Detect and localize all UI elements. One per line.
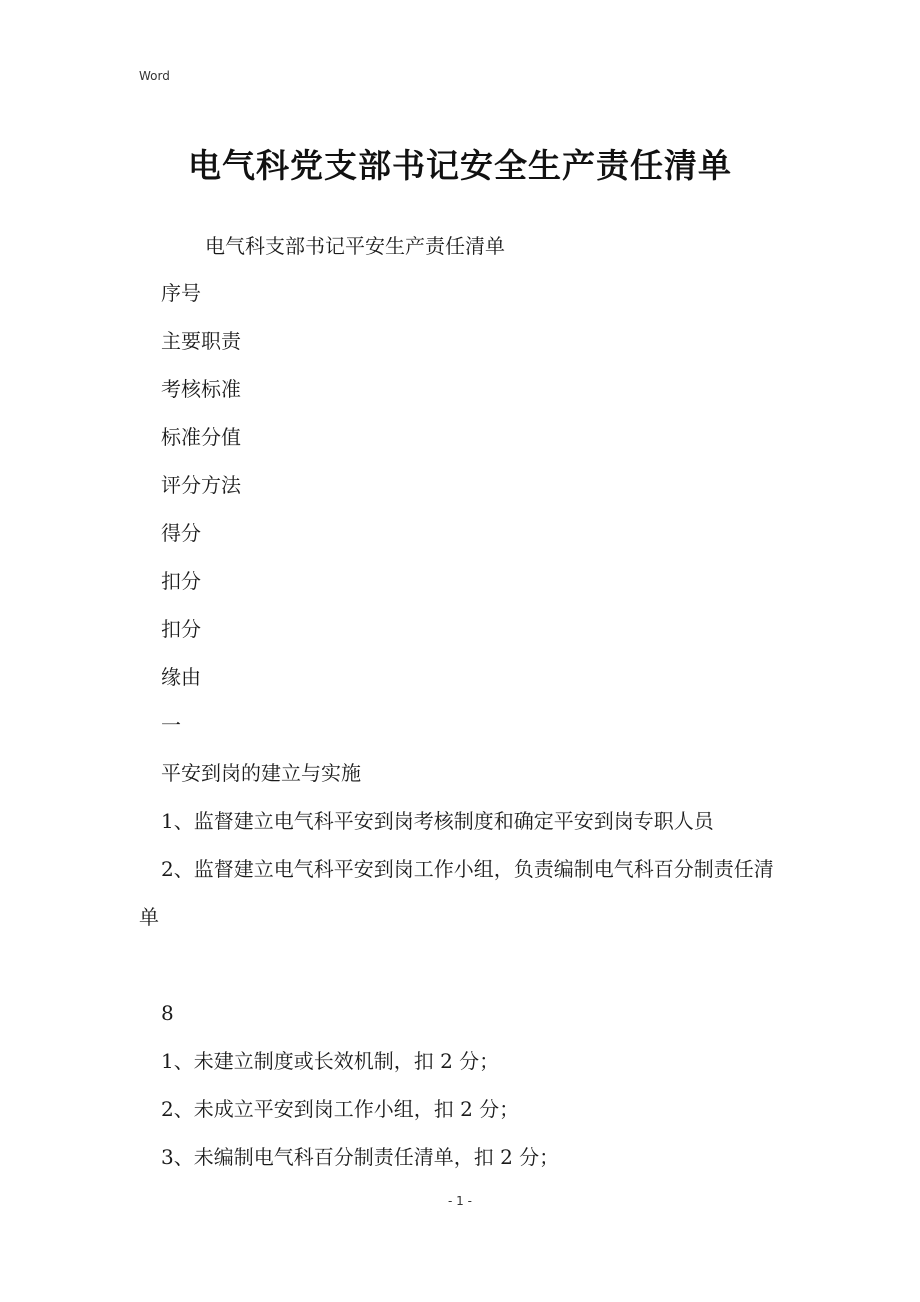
paragraph-rule-3: 3、未编制电气科百分制责任清单，扣 2 分；: [161, 1145, 560, 1169]
paragraph-reason: 缘由: [161, 665, 201, 689]
paragraph-main-duty: 主要职责: [161, 329, 241, 353]
paragraph-section-heading: 平安到岗的建立与实施: [161, 761, 361, 785]
paragraph-assessment-standard: 考核标准: [161, 377, 241, 401]
document-subtitle: 电气科支部书记平安生产责任清单: [205, 234, 505, 258]
paragraph-serial-number: 序号: [161, 281, 201, 305]
paragraph-standard-score: 标准分值: [161, 425, 241, 449]
paragraph-item-2: 2、监督建立电气科平安到岗工作小组，负责编制电气科百分制责任清单: [139, 857, 774, 929]
paragraph-score-value: 8: [161, 1001, 174, 1025]
document-title: 电气科党支部书记安全生产责任清单: [188, 146, 732, 185]
header-label: Word: [139, 69, 170, 83]
page-number: - 1 -: [448, 1194, 472, 1208]
paragraph-scoring-method: 评分方法: [161, 473, 241, 497]
paragraph-deduction-2: 扣分: [161, 617, 201, 641]
paragraph-deduction: 扣分: [161, 569, 201, 593]
paragraph-rule-2: 2、未成立平安到岗工作小组，扣 2 分；: [161, 1097, 520, 1121]
paragraph-section-one: 一: [161, 713, 181, 737]
document-body: [139, 278, 789, 1190]
paragraph-rule-1: 1、未建立制度或长效机制，扣 2 分；: [161, 1049, 500, 1073]
blank-line: [139, 950, 789, 998]
paragraph-score: 得分: [161, 521, 201, 545]
paragraph-item-1: 1、监督建立电气科平安到岗考核制度和确定平安到岗专职人员: [161, 809, 714, 833]
